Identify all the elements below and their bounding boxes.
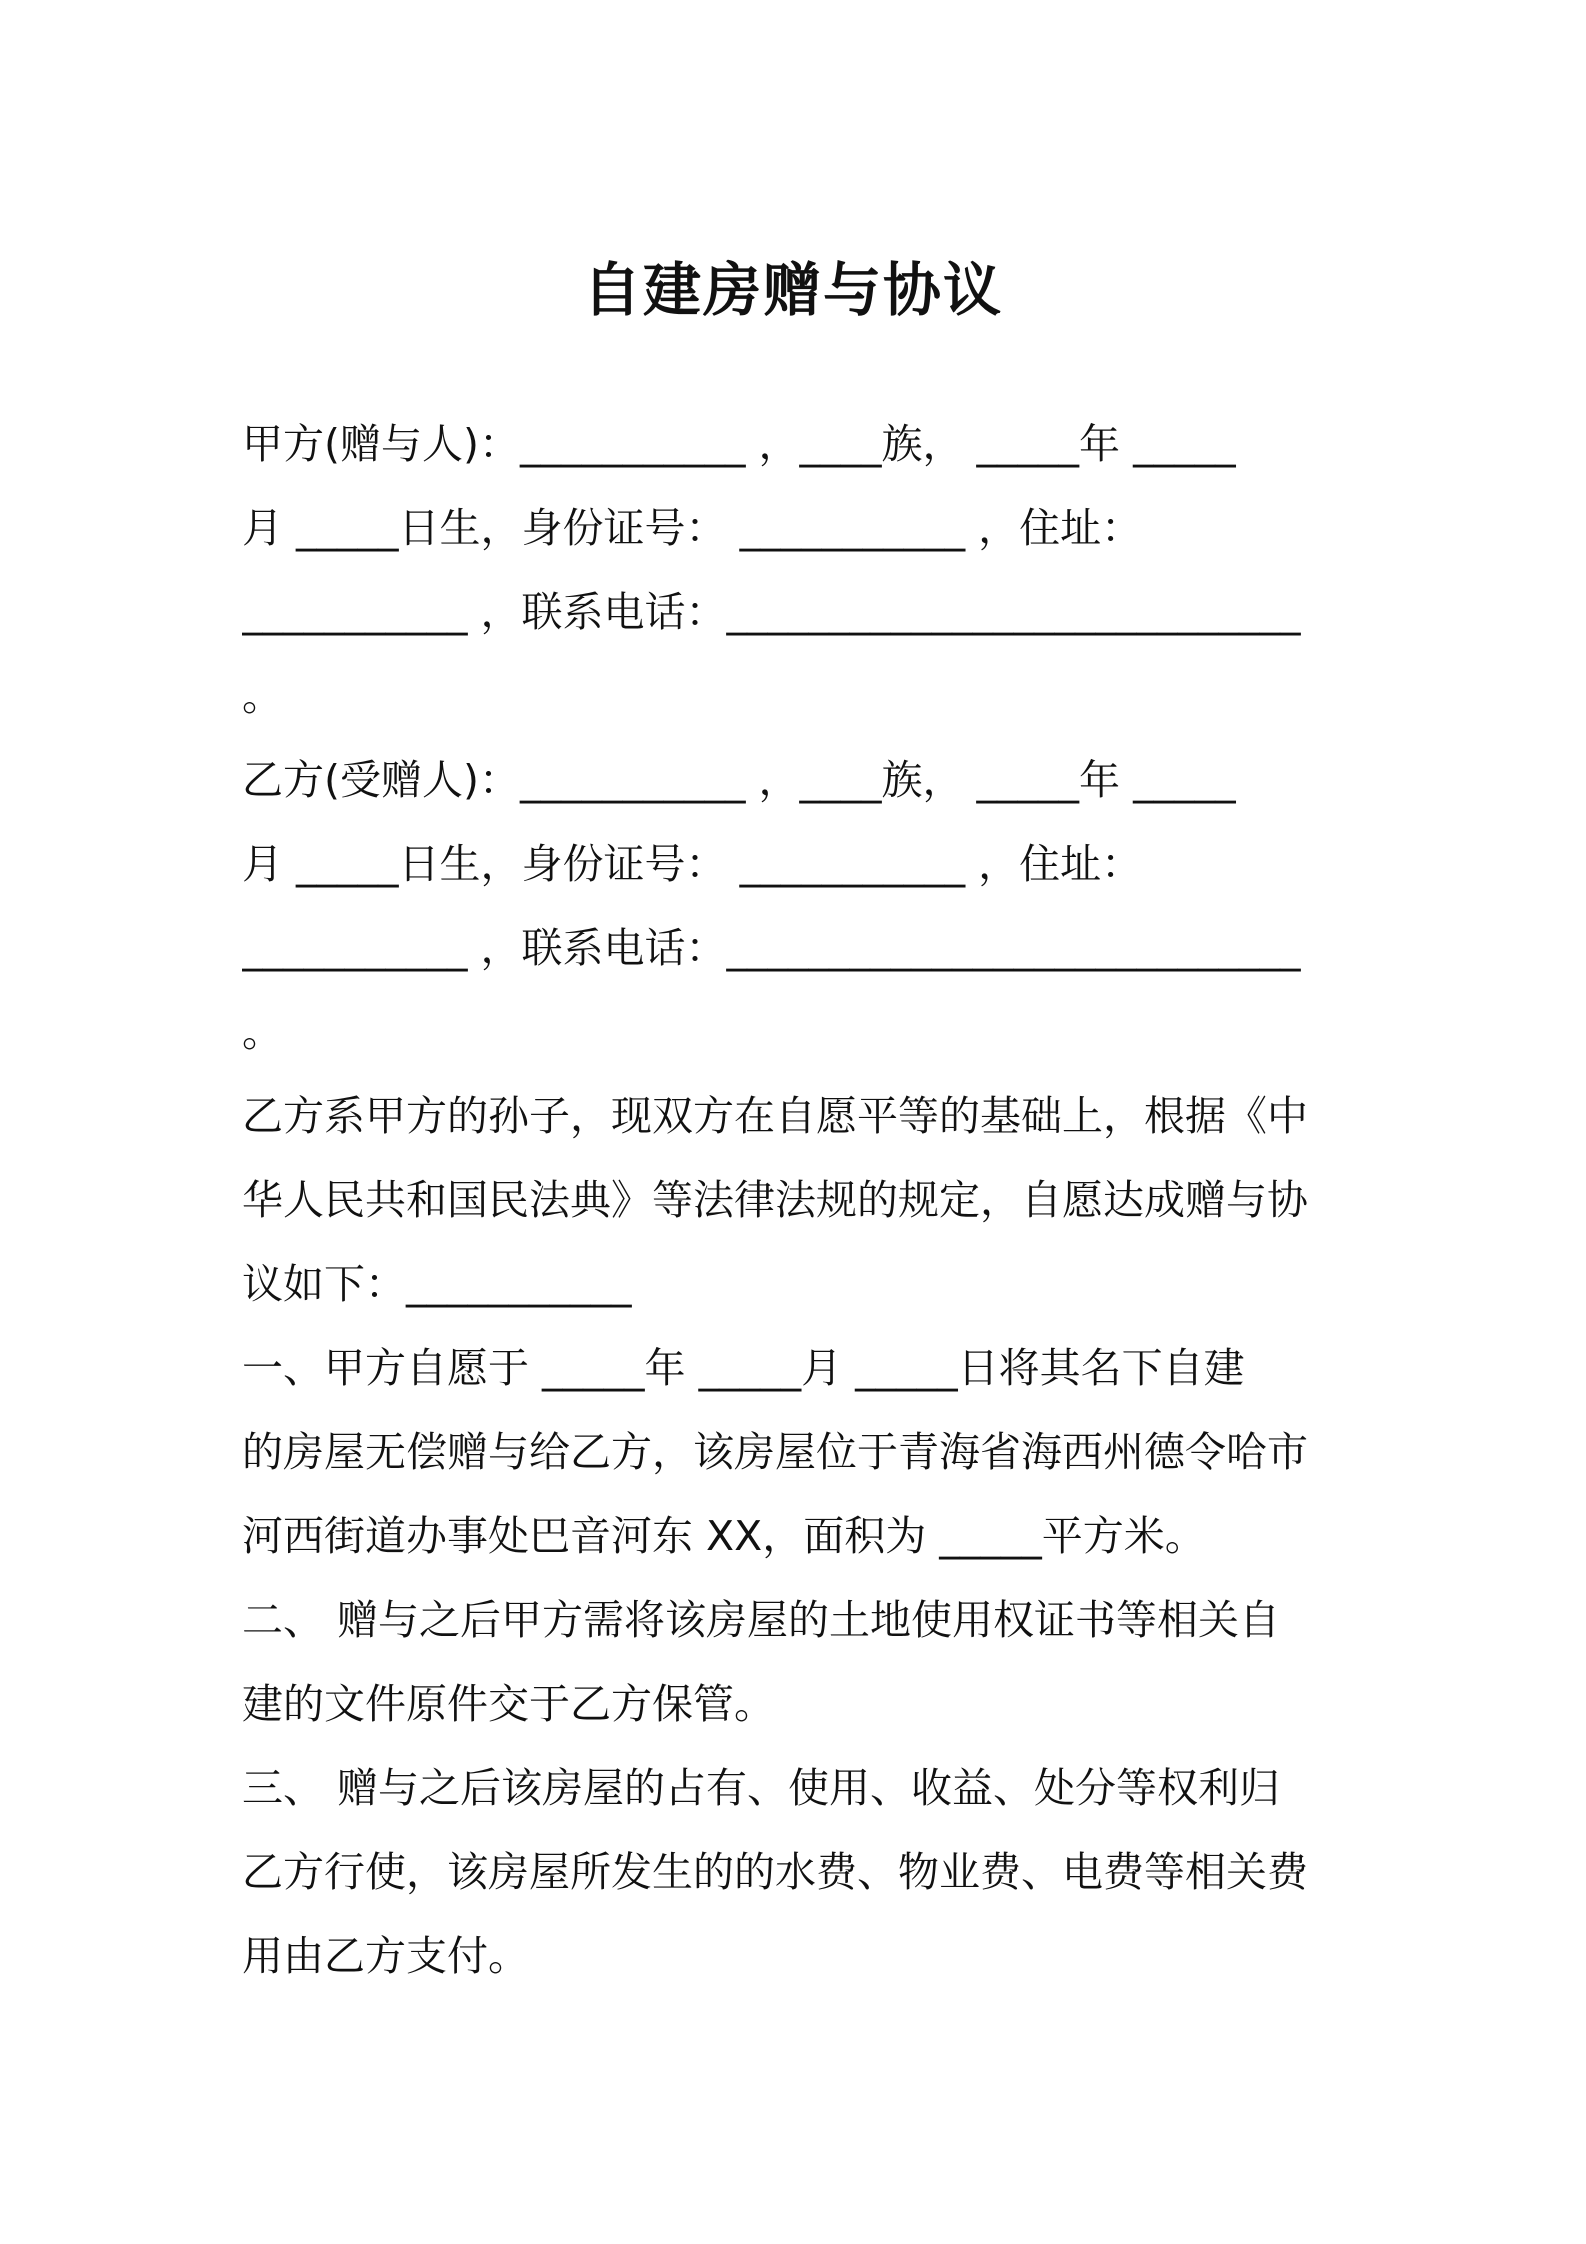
party-a-line-4: 。 xyxy=(242,672,283,720)
preamble-line-2: 华人民共和国民法典》等法律法规的规定，自愿达成赠与协 xyxy=(242,1176,1308,1224)
party-b-line-4: 。 xyxy=(242,1008,283,1056)
clause-2-line-1: 二、 赠与之后甲方需将该房屋的土地使用权证书等相关自 xyxy=(242,1596,1281,1644)
clause-3-line-3: 用由乙方支付。 xyxy=(242,1932,529,1980)
clause-3-line-1: 三、 赠与之后该房屋的占有、使用、收益、处分等权利归 xyxy=(242,1764,1281,1812)
clause-2-line-2: 建的文件原件交于乙方保管。 xyxy=(242,1680,775,1728)
clause-1-line-3: 河西街道办事处巴音河东 XX，面积为 _____平方米。 xyxy=(242,1512,1206,1560)
preamble-line-1: 乙方系甲方的孙子，现双方在自愿平等的基础上，根据《中 xyxy=(242,1092,1308,1140)
clause-3-line-2: 乙方行使，该房屋所发生的的水费、物业费、电费等相关费 xyxy=(242,1848,1308,1896)
document-title: 自建房赠与协议 xyxy=(582,256,1003,324)
party-a-line-1: 甲方(赠与人)：___________ ，____族， _____年 _____ xyxy=(242,420,1236,468)
party-a-line-2: 月 _____日生，身份证号： ___________ ，住址： xyxy=(242,504,1143,552)
party-b-line-3: ___________ ，联系电话：____________________________ xyxy=(242,924,1301,972)
clause-1-line-2: 的房屋无偿赠与给乙方，该房屋位于青海省海西州德令哈市 xyxy=(242,1428,1308,1476)
preamble-line-3: 议如下：___________ xyxy=(242,1260,632,1308)
party-a-line-3: ___________ ，联系电话：____________________________ xyxy=(242,588,1301,636)
party-b-line-2: 月 _____日生，身份证号： ___________ ，住址： xyxy=(242,840,1143,888)
clause-1-line-1: 一、甲方自愿于 _____年 _____月 _____日将其名下自建 xyxy=(242,1344,1245,1392)
party-b-line-1: 乙方(受赠人)：___________ ，____族， _____年 _____ xyxy=(242,756,1236,804)
